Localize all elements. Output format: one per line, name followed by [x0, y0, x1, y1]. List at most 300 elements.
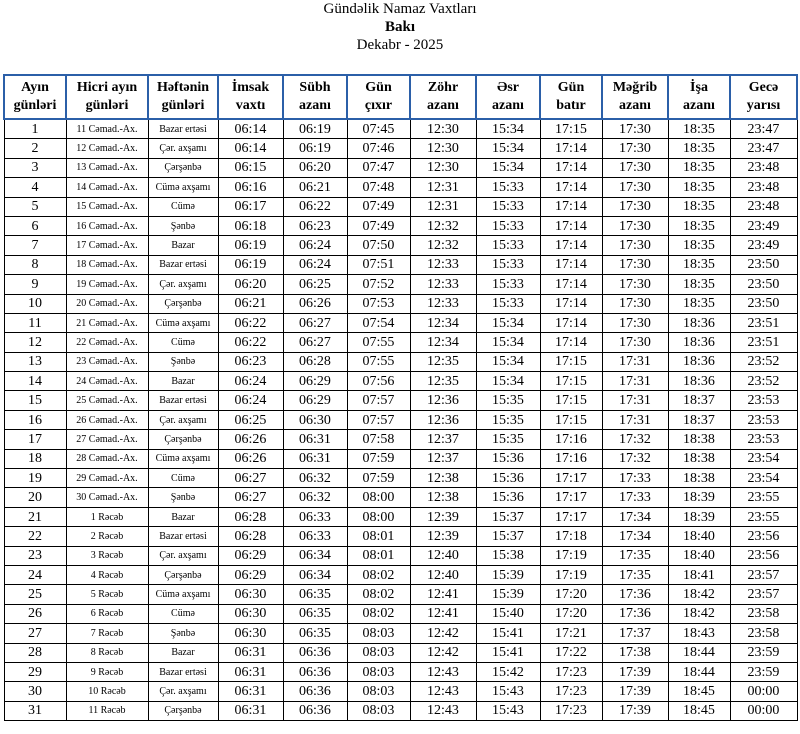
cell-zohr-azan: 12:34 — [410, 313, 476, 332]
cell-sunrise: 08:03 — [347, 662, 410, 681]
cell-sunset: 17:14 — [540, 216, 602, 235]
cell-midnight: 23:56 — [730, 527, 797, 546]
cell-day-of-month: 4 — [4, 178, 66, 197]
cell-day-of-month: 18 — [4, 449, 66, 468]
cell-imsak-time: 06:29 — [218, 565, 283, 584]
cell-midnight: 23:48 — [730, 158, 797, 177]
cell-asr-azan: 15:35 — [476, 410, 540, 429]
cell-isha-azan: 18:38 — [668, 449, 730, 468]
cell-hijri-day: 2 Rəcəb — [66, 527, 148, 546]
cell-weekday: Çər. axşamı — [148, 546, 218, 565]
cell-sunset: 17:22 — [540, 643, 602, 662]
table-row — [4, 662, 797, 681]
cell-zohr-azan: 12:30 — [410, 158, 476, 177]
cell-sunrise: 07:57 — [347, 391, 410, 410]
cell-zohr-azan: 12:33 — [410, 275, 476, 294]
cell-weekday: Çərşənbə — [148, 701, 218, 720]
cell-asr-azan: 15:34 — [476, 158, 540, 177]
cell-asr-azan: 15:42 — [476, 662, 540, 681]
cell-day-of-month: 14 — [4, 372, 66, 391]
cell-maghrib-azan: 17:30 — [602, 139, 668, 158]
cell-weekday: Şənbə — [148, 216, 218, 235]
cell-maghrib-azan: 17:30 — [602, 119, 668, 139]
table-row — [4, 469, 797, 488]
column-header-line: Hicri ayın — [76, 80, 138, 95]
cell-midnight: 23:49 — [730, 236, 797, 255]
cell-weekday: Bazar ertəsi — [148, 255, 218, 274]
cell-midnight: 23:57 — [730, 585, 797, 604]
cell-imsak-time: 06:16 — [218, 178, 283, 197]
table-row — [4, 216, 797, 235]
column-header-weekday — [148, 75, 218, 119]
column-header-subh-azan — [283, 75, 347, 119]
cell-isha-azan: 18:35 — [668, 119, 730, 139]
cell-sunset: 17:15 — [540, 119, 602, 139]
table-row — [4, 391, 797, 410]
cell-isha-azan: 18:39 — [668, 488, 730, 507]
cell-day-of-month: 31 — [4, 701, 66, 720]
cell-isha-azan: 18:35 — [668, 216, 730, 235]
cell-asr-azan: 15:34 — [476, 333, 540, 352]
cell-hijri-day: 30 Cəmad.-Ax. — [66, 488, 148, 507]
cell-isha-azan: 18:36 — [668, 333, 730, 352]
column-header-midnight — [730, 75, 797, 119]
cell-hijri-day: 16 Cəmad.-Ax. — [66, 216, 148, 235]
cell-weekday: Cümə axşamı — [148, 178, 218, 197]
cell-sunrise: 07:59 — [347, 449, 410, 468]
column-header-sunset — [540, 75, 602, 119]
cell-day-of-month: 6 — [4, 216, 66, 235]
cell-hijri-day: 8 Rəcəb — [66, 643, 148, 662]
cell-imsak-time: 06:21 — [218, 294, 283, 313]
cell-hijri-day: 25 Cəmad.-Ax. — [66, 391, 148, 410]
cell-maghrib-azan: 17:30 — [602, 275, 668, 294]
cell-sunset: 17:17 — [540, 469, 602, 488]
column-header-line: azanı — [427, 98, 459, 113]
cell-zohr-azan: 12:35 — [410, 352, 476, 371]
cell-sunset: 17:17 — [540, 507, 602, 526]
cell-hijri-day: 6 Rəcəb — [66, 604, 148, 623]
cell-hijri-day: 9 Rəcəb — [66, 662, 148, 681]
document-header — [0, 0, 800, 54]
cell-sunrise: 07:57 — [347, 410, 410, 429]
cell-midnight: 23:58 — [730, 604, 797, 623]
cell-sunset: 17:19 — [540, 546, 602, 565]
column-header-line: günləri — [13, 98, 57, 113]
column-header-line: azanı — [683, 98, 715, 113]
cell-weekday: Şənbə — [148, 624, 218, 643]
cell-asr-azan: 15:36 — [476, 488, 540, 507]
cell-day-of-month: 30 — [4, 682, 66, 701]
cell-weekday: Çər. axşamı — [148, 682, 218, 701]
cell-imsak-time: 06:31 — [218, 662, 283, 681]
column-header-isha-azan — [668, 75, 730, 119]
cell-sunrise: 08:01 — [347, 527, 410, 546]
cell-isha-azan: 18:40 — [668, 527, 730, 546]
cell-hijri-day: 11 Cəmad.-Ax. — [66, 119, 148, 139]
cell-midnight: 23:57 — [730, 565, 797, 584]
cell-day-of-month: 25 — [4, 585, 66, 604]
cell-zohr-azan: 12:36 — [410, 391, 476, 410]
column-header-line: çıxır — [364, 98, 393, 113]
column-header-line: batır — [556, 98, 586, 113]
cell-asr-azan: 15:37 — [476, 507, 540, 526]
cell-weekday: Çər. axşamı — [148, 410, 218, 429]
cell-subh-azan: 06:23 — [283, 216, 347, 235]
column-header-line: İşa — [690, 80, 708, 95]
table-row — [4, 449, 797, 468]
cell-maghrib-azan: 17:30 — [602, 158, 668, 177]
cell-imsak-time: 06:26 — [218, 430, 283, 449]
cell-maghrib-azan: 17:30 — [602, 333, 668, 352]
cell-hijri-day: 12 Cəmad.-Ax. — [66, 139, 148, 158]
cell-midnight: 23:47 — [730, 119, 797, 139]
cell-maghrib-azan: 17:31 — [602, 410, 668, 429]
cell-hijri-day: 7 Rəcəb — [66, 624, 148, 643]
cell-zohr-azan: 12:39 — [410, 507, 476, 526]
cell-hijri-day: 24 Cəmad.-Ax. — [66, 372, 148, 391]
table-row — [4, 701, 797, 720]
cell-isha-azan: 18:38 — [668, 430, 730, 449]
cell-sunrise: 08:00 — [347, 507, 410, 526]
column-header-line: Sübh — [299, 80, 331, 95]
cell-hijri-day: 20 Cəmad.-Ax. — [66, 294, 148, 313]
cell-sunset: 17:15 — [540, 352, 602, 371]
cell-midnight: 23:50 — [730, 255, 797, 274]
cell-subh-azan: 06:24 — [283, 255, 347, 274]
cell-isha-azan: 18:35 — [668, 294, 730, 313]
cell-midnight: 23:50 — [730, 294, 797, 313]
column-header-line: İmsak — [231, 80, 270, 95]
column-header-line: vaxtı — [235, 98, 266, 113]
cell-maghrib-azan: 17:33 — [602, 469, 668, 488]
table-row — [4, 585, 797, 604]
cell-day-of-month: 24 — [4, 565, 66, 584]
cell-subh-azan: 06:33 — [283, 507, 347, 526]
cell-subh-azan: 06:27 — [283, 313, 347, 332]
cell-sunrise: 07:52 — [347, 275, 410, 294]
cell-isha-azan: 18:45 — [668, 682, 730, 701]
cell-subh-azan: 06:20 — [283, 158, 347, 177]
cell-sunrise: 07:54 — [347, 313, 410, 332]
cell-sunset: 17:14 — [540, 178, 602, 197]
cell-day-of-month: 28 — [4, 643, 66, 662]
cell-sunset: 17:15 — [540, 410, 602, 429]
cell-day-of-month: 19 — [4, 469, 66, 488]
cell-sunrise: 07:55 — [347, 352, 410, 371]
cell-imsak-time: 06:31 — [218, 643, 283, 662]
cell-isha-azan: 18:35 — [668, 158, 730, 177]
cell-isha-azan: 18:36 — [668, 352, 730, 371]
cell-isha-azan: 18:37 — [668, 410, 730, 429]
cell-asr-azan: 15:33 — [476, 216, 540, 235]
cell-zohr-azan: 12:31 — [410, 178, 476, 197]
cell-midnight: 00:00 — [730, 701, 797, 720]
cell-imsak-time: 06:17 — [218, 197, 283, 216]
cell-asr-azan: 15:34 — [476, 119, 540, 139]
cell-asr-azan: 15:43 — [476, 682, 540, 701]
cell-midnight: 23:51 — [730, 333, 797, 352]
table-row — [4, 119, 797, 139]
cell-maghrib-azan: 17:30 — [602, 294, 668, 313]
cell-hijri-day: 13 Cəmad.-Ax. — [66, 158, 148, 177]
cell-sunset: 17:20 — [540, 585, 602, 604]
cell-day-of-month: 22 — [4, 527, 66, 546]
cell-imsak-time: 06:30 — [218, 585, 283, 604]
cell-imsak-time: 06:18 — [218, 216, 283, 235]
cell-asr-azan: 15:33 — [476, 197, 540, 216]
cell-midnight: 23:53 — [730, 430, 797, 449]
cell-subh-azan: 06:29 — [283, 391, 347, 410]
cell-imsak-time: 06:15 — [218, 158, 283, 177]
cell-sunset: 17:14 — [540, 294, 602, 313]
cell-hijri-day: 4 Rəcəb — [66, 565, 148, 584]
cell-sunrise: 07:48 — [347, 178, 410, 197]
cell-weekday: Cümə axşamı — [148, 449, 218, 468]
cell-subh-azan: 06:28 — [283, 352, 347, 371]
cell-hijri-day: 23 Cəmad.-Ax. — [66, 352, 148, 371]
cell-isha-azan: 18:35 — [668, 255, 730, 274]
cell-maghrib-azan: 17:31 — [602, 372, 668, 391]
table-row — [4, 565, 797, 584]
cell-maghrib-azan: 17:32 — [602, 449, 668, 468]
cell-sunrise: 08:03 — [347, 682, 410, 701]
cell-asr-azan: 15:34 — [476, 139, 540, 158]
table-row — [4, 294, 797, 313]
cell-day-of-month: 23 — [4, 546, 66, 565]
city-name: Bakı — [384, 19, 415, 35]
cell-day-of-month: 12 — [4, 333, 66, 352]
cell-subh-azan: 06:36 — [283, 682, 347, 701]
cell-hijri-day: 29 Cəmad.-Ax. — [66, 469, 148, 488]
table-row — [4, 275, 797, 294]
cell-maghrib-azan: 17:32 — [602, 430, 668, 449]
cell-sunrise: 07:53 — [347, 294, 410, 313]
table-row — [4, 255, 797, 274]
cell-imsak-time: 06:23 — [218, 352, 283, 371]
cell-zohr-azan: 12:41 — [410, 585, 476, 604]
cell-isha-azan: 18:38 — [668, 469, 730, 488]
cell-sunset: 17:15 — [540, 391, 602, 410]
table-row — [4, 410, 797, 429]
cell-zohr-azan: 12:33 — [410, 255, 476, 274]
cell-sunset: 17:16 — [540, 449, 602, 468]
cell-isha-azan: 18:35 — [668, 236, 730, 255]
cell-zohr-azan: 12:30 — [410, 119, 476, 139]
cell-weekday: Cümə axşamı — [148, 585, 218, 604]
cell-subh-azan: 06:32 — [283, 469, 347, 488]
cell-hijri-day: 15 Cəmad.-Ax. — [66, 197, 148, 216]
cell-imsak-time: 06:19 — [218, 255, 283, 274]
column-header-line: Həftənin — [156, 80, 210, 95]
cell-sunrise: 07:56 — [347, 372, 410, 391]
cell-hijri-day: 22 Cəmad.-Ax. — [66, 333, 148, 352]
table-row — [4, 507, 797, 526]
cell-asr-azan: 15:38 — [476, 546, 540, 565]
cell-day-of-month: 2 — [4, 139, 66, 158]
cell-sunset: 17:23 — [540, 662, 602, 681]
cell-isha-azan: 18:41 — [668, 565, 730, 584]
cell-isha-azan: 18:35 — [668, 178, 730, 197]
table-row — [4, 178, 797, 197]
cell-asr-azan: 15:35 — [476, 391, 540, 410]
cell-midnight: 23:52 — [730, 372, 797, 391]
cell-zohr-azan: 12:38 — [410, 469, 476, 488]
cell-zohr-azan: 12:43 — [410, 701, 476, 720]
cell-weekday: Bazar ertəsi — [148, 527, 218, 546]
cell-maghrib-azan: 17:30 — [602, 216, 668, 235]
cell-maghrib-azan: 17:37 — [602, 624, 668, 643]
cell-asr-azan: 15:34 — [476, 372, 540, 391]
cell-day-of-month: 13 — [4, 352, 66, 371]
column-header-line: azanı — [619, 98, 651, 113]
table-body — [4, 119, 797, 721]
cell-midnight: 23:58 — [730, 624, 797, 643]
cell-weekday: Bazar ertəsi — [148, 391, 218, 410]
cell-sunset: 17:23 — [540, 701, 602, 720]
document-title: Gündəlik Namaz Vaxtları — [323, 1, 477, 17]
cell-maghrib-azan: 17:39 — [602, 682, 668, 701]
cell-zohr-azan: 12:42 — [410, 643, 476, 662]
cell-maghrib-azan: 17:30 — [602, 197, 668, 216]
cell-weekday: Çərşənbə — [148, 565, 218, 584]
cell-asr-azan: 15:43 — [476, 701, 540, 720]
cell-isha-azan: 18:44 — [668, 643, 730, 662]
cell-midnight: 23:48 — [730, 197, 797, 216]
cell-weekday: Bazar ertəsi — [148, 662, 218, 681]
cell-sunrise: 07:55 — [347, 333, 410, 352]
cell-sunrise: 08:03 — [347, 643, 410, 662]
cell-sunrise: 07:51 — [347, 255, 410, 274]
cell-subh-azan: 06:35 — [283, 585, 347, 604]
cell-isha-azan: 18:44 — [668, 662, 730, 681]
cell-sunrise: 07:59 — [347, 469, 410, 488]
cell-subh-azan: 06:36 — [283, 643, 347, 662]
cell-subh-azan: 06:35 — [283, 624, 347, 643]
cell-subh-azan: 06:22 — [283, 197, 347, 216]
cell-maghrib-azan: 17:30 — [602, 255, 668, 274]
cell-sunrise: 07:47 — [347, 158, 410, 177]
cell-isha-azan: 18:42 — [668, 604, 730, 623]
cell-zohr-azan: 12:41 — [410, 604, 476, 623]
cell-weekday: Çər. axşamı — [148, 139, 218, 158]
cell-subh-azan: 06:26 — [283, 294, 347, 313]
month-period: Dekabr - 2025 — [356, 37, 444, 53]
cell-hijri-day: 3 Rəcəb — [66, 546, 148, 565]
cell-zohr-azan: 12:37 — [410, 430, 476, 449]
cell-asr-azan: 15:36 — [476, 469, 540, 488]
cell-imsak-time: 06:31 — [218, 701, 283, 720]
cell-zohr-azan: 12:30 — [410, 139, 476, 158]
cell-sunset: 17:14 — [540, 236, 602, 255]
cell-imsak-time: 06:19 — [218, 236, 283, 255]
cell-sunrise: 08:01 — [347, 546, 410, 565]
cell-asr-azan: 15:39 — [476, 585, 540, 604]
cell-maghrib-azan: 17:30 — [602, 178, 668, 197]
cell-hijri-day: 27 Cəmad.-Ax. — [66, 430, 148, 449]
cell-day-of-month: 29 — [4, 662, 66, 681]
cell-maghrib-azan: 17:39 — [602, 662, 668, 681]
cell-midnight: 23:47 — [730, 139, 797, 158]
cell-zohr-azan: 12:39 — [410, 527, 476, 546]
cell-imsak-time: 06:14 — [218, 119, 283, 139]
cell-midnight: 23:50 — [730, 275, 797, 294]
cell-hijri-day: 10 Rəcəb — [66, 682, 148, 701]
cell-subh-azan: 06:36 — [283, 701, 347, 720]
cell-day-of-month: 8 — [4, 255, 66, 274]
cell-maghrib-azan: 17:39 — [602, 701, 668, 720]
column-header-line: Gün — [365, 80, 392, 95]
cell-sunrise: 08:02 — [347, 585, 410, 604]
column-header-line: günləri — [161, 98, 205, 113]
column-header-line: Zöhr — [427, 80, 459, 95]
table-row — [4, 682, 797, 701]
cell-subh-azan: 06:36 — [283, 662, 347, 681]
cell-imsak-time: 06:28 — [218, 527, 283, 546]
cell-imsak-time: 06:29 — [218, 546, 283, 565]
cell-subh-azan: 06:29 — [283, 372, 347, 391]
cell-subh-azan: 06:31 — [283, 430, 347, 449]
cell-day-of-month: 16 — [4, 410, 66, 429]
cell-sunrise: 08:00 — [347, 488, 410, 507]
cell-subh-azan: 06:35 — [283, 604, 347, 623]
cell-hijri-day: 17 Cəmad.-Ax. — [66, 236, 148, 255]
cell-isha-azan: 18:37 — [668, 391, 730, 410]
cell-subh-azan: 06:27 — [283, 333, 347, 352]
cell-zohr-azan: 12:35 — [410, 372, 476, 391]
table-row — [4, 313, 797, 332]
cell-sunset: 17:14 — [540, 255, 602, 274]
cell-sunrise: 07:45 — [347, 119, 410, 139]
cell-isha-azan: 18:35 — [668, 139, 730, 158]
cell-midnight: 23:48 — [730, 178, 797, 197]
cell-zohr-azan: 12:32 — [410, 216, 476, 235]
cell-isha-azan: 18:36 — [668, 372, 730, 391]
cell-midnight: 23:54 — [730, 449, 797, 468]
column-header-line: günləri — [85, 98, 129, 113]
cell-sunrise: 08:03 — [347, 701, 410, 720]
table-row — [4, 604, 797, 623]
cell-subh-azan: 06:34 — [283, 565, 347, 584]
cell-maghrib-azan: 17:31 — [602, 352, 668, 371]
column-header-zohr-azan — [410, 75, 476, 119]
cell-midnight: 23:49 — [730, 216, 797, 235]
table-row — [4, 643, 797, 662]
cell-asr-azan: 15:40 — [476, 604, 540, 623]
cell-midnight: 23:51 — [730, 313, 797, 332]
cell-day-of-month: 27 — [4, 624, 66, 643]
cell-subh-azan: 06:33 — [283, 527, 347, 546]
cell-zohr-azan: 12:43 — [410, 682, 476, 701]
column-header-line: azanı — [299, 98, 331, 113]
cell-asr-azan: 15:35 — [476, 430, 540, 449]
cell-subh-azan: 06:34 — [283, 546, 347, 565]
cell-sunrise: 07:58 — [347, 430, 410, 449]
cell-maghrib-azan: 17:36 — [602, 604, 668, 623]
table-row — [4, 372, 797, 391]
cell-hijri-day: 5 Rəcəb — [66, 585, 148, 604]
table-row — [4, 624, 797, 643]
cell-asr-azan: 15:37 — [476, 527, 540, 546]
cell-subh-azan: 06:19 — [283, 139, 347, 158]
cell-day-of-month: 7 — [4, 236, 66, 255]
cell-sunset: 17:21 — [540, 624, 602, 643]
cell-midnight: 23:55 — [730, 507, 797, 526]
cell-day-of-month: 21 — [4, 507, 66, 526]
cell-weekday: Cümə — [148, 469, 218, 488]
cell-sunset: 17:17 — [540, 488, 602, 507]
table-row — [4, 488, 797, 507]
